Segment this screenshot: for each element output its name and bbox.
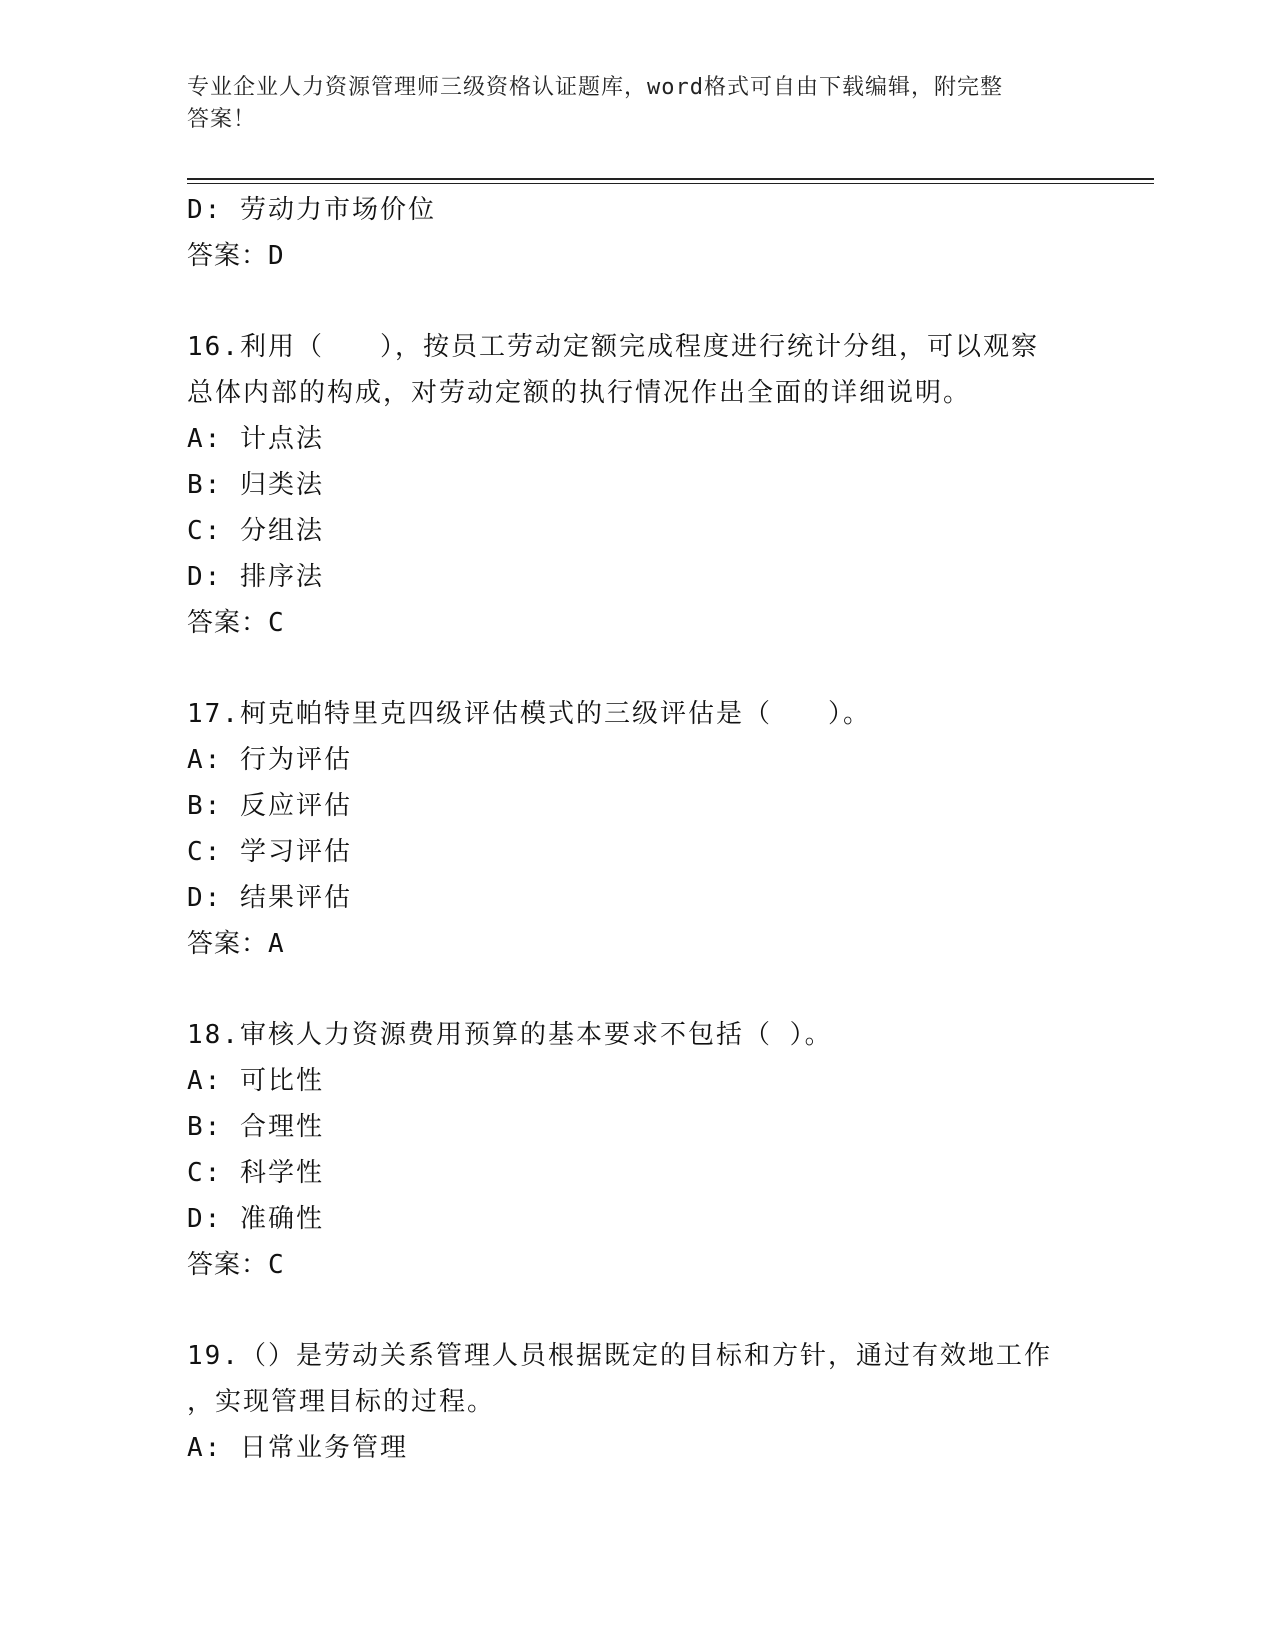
- question-17: [187, 691, 1087, 967]
- question-stem-line: 19.（）是劳动关系管理人员根据既定的目标和方针，通过有效地工作: [187, 1341, 1052, 1371]
- spacer: [187, 967, 1087, 1012]
- question-16: [187, 324, 1087, 646]
- option-a: A: 计点法: [187, 424, 324, 454]
- answer-value: A: [268, 929, 285, 959]
- answer-value: C: [268, 1250, 285, 1280]
- question-stem-line: 18.审核人力资源费用预算的基本要求不包括（ ）。: [187, 1020, 833, 1050]
- answer-value: D: [268, 241, 285, 271]
- header-rule-top: [187, 178, 1154, 180]
- answer-line: [187, 233, 1087, 279]
- answer-label: 答案：: [187, 241, 269, 271]
- spacer: [187, 646, 1087, 691]
- header-line-1: 专业企业人力资源管理师三级资格认证题库，word格式可自由下载编辑，附完整: [187, 75, 1003, 100]
- option-d: D: 排序法: [187, 562, 324, 592]
- answer-label: 答案：: [187, 608, 269, 638]
- answer-label: 答案：: [187, 929, 269, 959]
- question-18: [187, 1012, 1087, 1288]
- option-d: D: 准确性: [187, 1204, 324, 1234]
- question-19: [187, 1333, 1087, 1471]
- option-c: C: 分组法: [187, 516, 324, 546]
- answer-line: [187, 921, 1087, 967]
- option-a: A: 日常业务管理: [187, 1433, 408, 1463]
- option-d: D: 结果评估: [187, 883, 352, 913]
- page-header: [187, 72, 1067, 136]
- answer-line: [187, 600, 1087, 646]
- answer-label: 答案：: [187, 1250, 269, 1280]
- header-rule-bottom: [187, 183, 1154, 184]
- spacer: [187, 1288, 1087, 1333]
- option-c: C: 学习评估: [187, 837, 352, 867]
- option-d: D: 劳动力市场价位: [187, 195, 436, 225]
- document-body: [187, 187, 1087, 1471]
- option-c: C: 科学性: [187, 1158, 324, 1188]
- question-stem-line: 17.柯克帕特里克四级评估模式的三级评估是（ ）。: [187, 699, 871, 729]
- option-a: A: 行为评估: [187, 745, 352, 775]
- option-a: A: 可比性: [187, 1066, 324, 1096]
- option-b: B: 反应评估: [187, 791, 352, 821]
- answer-line: [187, 1242, 1087, 1288]
- option-b: B: 合理性: [187, 1112, 324, 1142]
- header-line-2: 答案！: [187, 107, 257, 132]
- question-stem-line: 总体内部的构成，对劳动定额的执行情况作出全面的详细说明。: [187, 378, 972, 408]
- answer-value: C: [268, 608, 285, 638]
- question-stem-line: 16.利用（ ），按员工劳动定额完成程度进行统计分组，可以观察: [187, 332, 1039, 362]
- spacer: [187, 279, 1087, 324]
- option-b: B: 归类法: [187, 470, 324, 500]
- question-stem-line: ，实现管理目标的过程。: [187, 1387, 496, 1417]
